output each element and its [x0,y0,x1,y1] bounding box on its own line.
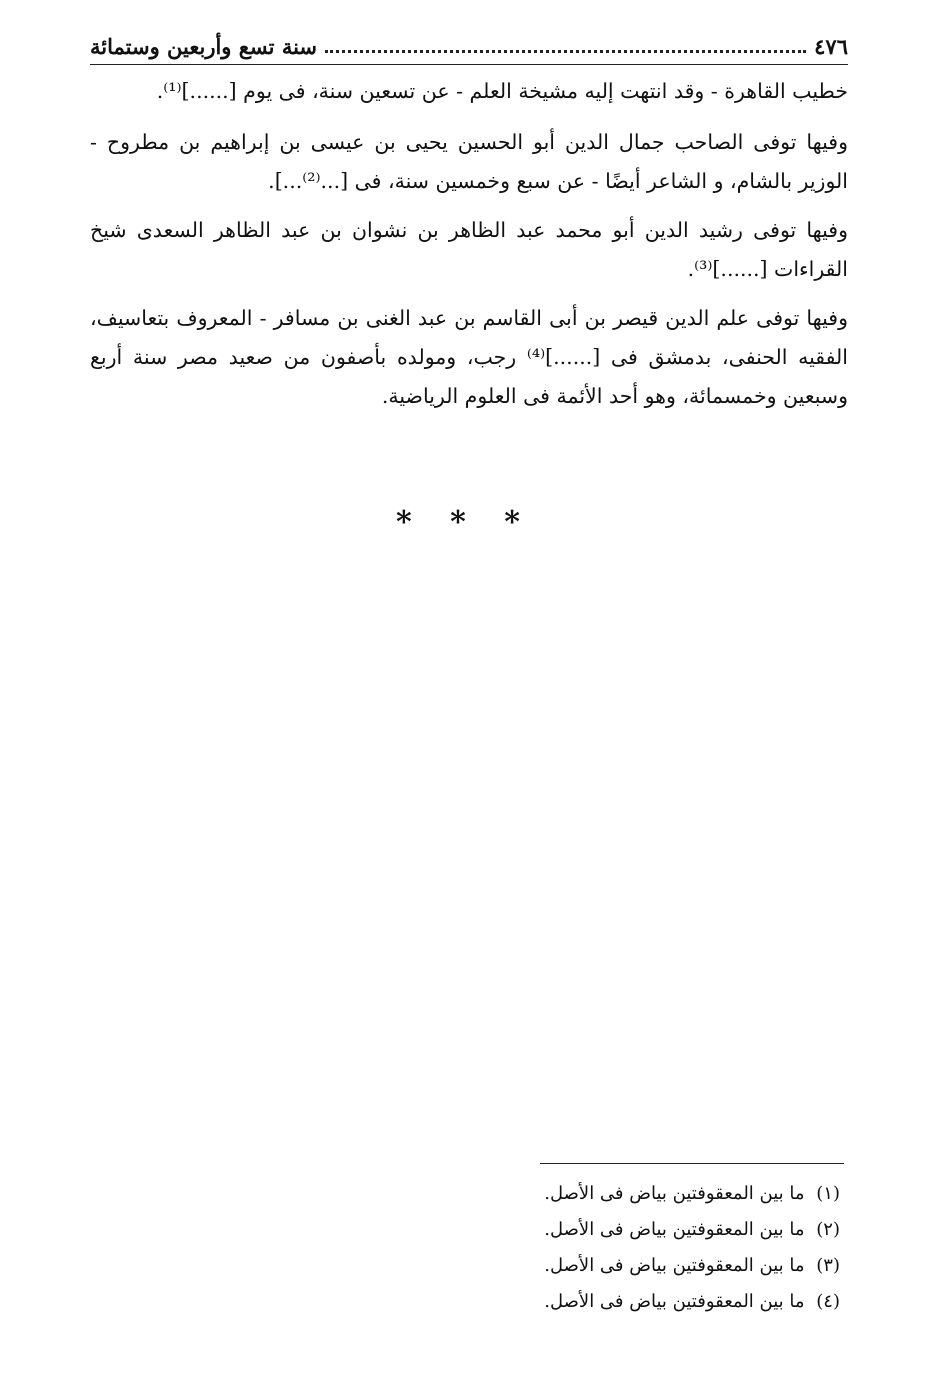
paragraph-4: وفيها توفى علم الدين قيصر بن أبى القاسم بن عبد الغنى بن مسافر - المعروف بتعاسيف، الفقيه الحنفى، بدمشق فى [......]⁽⁴⁾ رجب، ومولده بأصفون من صعيد مصر سنة أربع وسبعين وخمسمائة، وهو أحد الأئمة فى العلوم الرياضية. [90,306,848,408]
section-separator: * * * [396,505,534,540]
footnote-text: ما بين المعقوفتين بياض فى الأصل. [544,1291,805,1312]
footnote-text: ما بين المعقوفتين بياض فى الأصل. [544,1219,805,1240]
footnotes [430,1176,840,1320]
main-text [90,72,848,426]
footnote-3 [430,1248,840,1284]
footnote-number: (٢) [816,1219,840,1240]
running-title: سنة تسع وأربعين وستمائة [90,33,318,59]
footnote-text: ما بين المعقوفتين بياض فى الأصل. [544,1183,805,1204]
paragraph-2: وفيها توفى الصاحب جمال الدين أبو الحسين يحيى بن عيسى بن إبراهيم بن مطروح - الوزير بالشام، و الشاعر أيضًا - عن سبع وخمسين سنة، فى [...⁽²⁾...]. [90,130,848,193]
header-dot-leader [325,40,806,53]
paragraph-1: خطيب القاهرة - وقد انتهت إليه مشيخة العلم - عن تسعين سنة، فى يوم [......]⁽¹⁾. [156,79,848,103]
page-number: ٤٧٦ [814,33,848,59]
footnote-number: (٤) [816,1291,840,1312]
footnote-divider [540,1163,844,1164]
footnote-number: (١) [816,1183,840,1204]
footnote-text: ما بين المعقوفتين بياض فى الأصل. [544,1255,805,1276]
paragraph-3: وفيها توفى رشيد الدين أبو محمد عبد الظاهر بن نشوان بن عبد الظاهر السعدى شيخ القراءات [......]⁽³⁾. [90,218,848,281]
footnote-1 [430,1176,840,1212]
footnote-2 [430,1212,840,1248]
page-header [90,28,848,65]
footnote-4 [430,1284,840,1320]
footnote-number: (٣) [816,1255,840,1276]
